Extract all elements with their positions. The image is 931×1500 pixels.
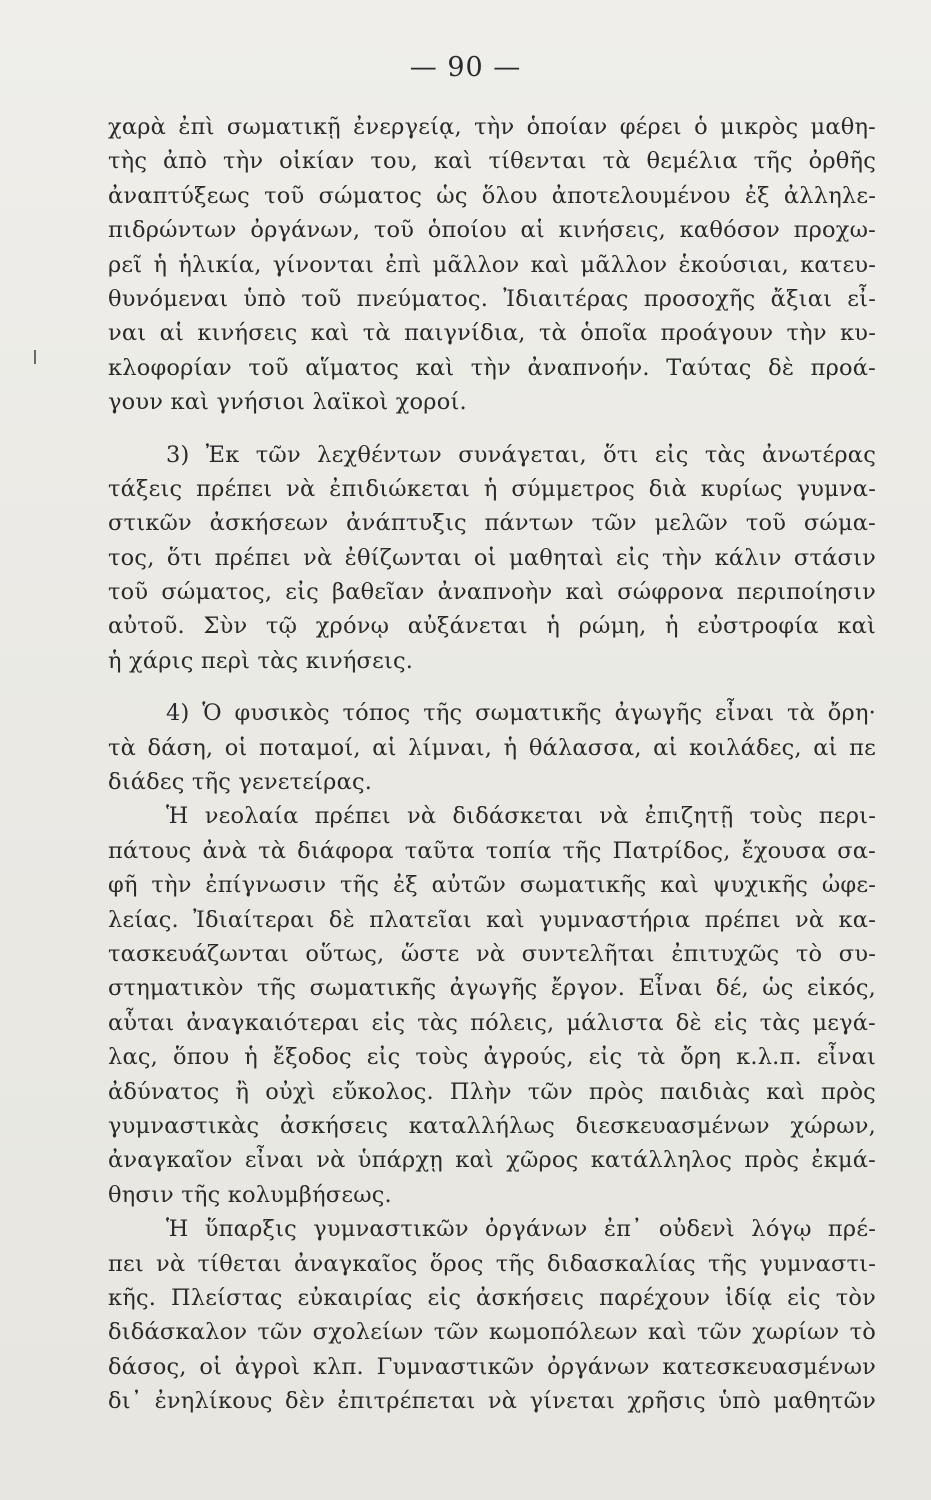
text-line: στικῶν ἀσκήσεων ἀνάπτυξις πάντων τῶν μελῶν τοῦ σώμα-	[108, 510, 876, 537]
text-line: τος, ὅτι πρέπει νὰ ἐθίζωνται οἱ μαθηταὶ εἰς τὴν κάλιν στάσιν	[108, 544, 876, 571]
text-line: δάσος, οἱ ἀγροὶ κλπ. Γυμναστικῶν ὀργάνων κατεσκευασμένων	[108, 1353, 876, 1380]
text-line: πάτους ἀνὰ τὰ διάφορα ταῦτα τοπία τῆς Πατρίδος, ἔχουσα σα-	[108, 837, 876, 864]
text-line: στηματικὸν τῆς σωματικῆς ἀγωγῆς ἔργον. Εἶναι δέ, ὡς εἰκός,	[108, 975, 876, 1002]
text-line: κῆς. Πλείστας εὐκαιρίας εἰς ἀσκήσεις παρέχουν ἰδίᾳ εἰς τὸν	[108, 1284, 876, 1311]
page-number: — 90 —	[409, 52, 522, 83]
text-line: φῆ τὴν ἐπίγνωσιν τῆς ἐξ αὐτῶν σωματικῆς καὶ ψυχικῆς ὠφε-	[108, 872, 876, 899]
text-line: τὴς ἀπὸ τὴν οἰκίαν του, καὶ τίθενται τὰ θεμέλια τῆς ὀρθῆς	[108, 148, 876, 175]
paragraph-3	[108, 696, 876, 799]
text-line: ναι αἱ κινήσεις καὶ τὰ παιγνίδια, τὰ ὁποῖα προάγουν τὴν κυ-	[108, 320, 876, 347]
text-line: θησιν τῆς κολυμβήσεως.	[108, 1181, 392, 1208]
text-line: χαρὰ ἐπὶ σωματικῇ ἐνεργείᾳ, τὴν ὁποίαν φέρει ὁ μικρὸς μαθη-	[108, 114, 876, 140]
text-line: αὐτοῦ. Σὺν τῷ χρόνῳ αὐξάνεται ἡ ρώμη, ἡ εὐστροφία καὶ	[108, 613, 876, 640]
text-line: αὗται ἀναγκαιότεραι εἰς τὰς πόλεις, μάλιστα δὲ εἰς τὰς μεγά-	[108, 1009, 876, 1036]
text-line: πει νὰ τίθεται ἀναγκαῖος ὅρος τῆς διδασκαλίας τῆς γυμναστι-	[108, 1250, 876, 1277]
text-line: τάξεις πρέπει νὰ ἐπιδιώκεται ἡ σύμμετρος διὰ κυρίως γυμνα-	[108, 475, 876, 502]
text-line: τασκευάζωνται οὕτως, ὥστε νὰ συντελῆται ἐπιτυχῶς τὸ συ-	[108, 940, 876, 967]
text-line: 3) Ἐκ τῶν λεχθέντων συνάγεται, ὅτι εἰς τὰς ἀνωτέρας	[166, 441, 876, 468]
text-line: ἀδύνατος ἢ οὐχὶ εὔκολος. Πλὴν τῶν πρὸς παιδιὰς καὶ πρὸς	[108, 1078, 876, 1105]
text-line: διδάσκαλον τῶν σχολείων τῶν κωμοπόλεων καὶ τῶν χωρίων τὸ	[108, 1319, 876, 1346]
text-line: λείας. Ἰδιαίτεραι δὲ πλατεῖαι καὶ γυμναστήρια πρέπει νὰ κα-	[108, 906, 876, 933]
text-line: 4) Ὁ φυσικὸς τόπος τῆς σωματικῆς ἀγωγῆς εἶναι τὰ ὄρη·	[166, 700, 876, 727]
text-line: γουν καὶ γνήσιοι λαϊκοὶ χοροί.	[108, 389, 467, 416]
body-text	[108, 110, 876, 1418]
text-line: τὰ δάση, οἱ ποταμοί, αἱ λίμναι, ἡ θάλασσα, αἱ κοιλάδες, αἱ πε	[108, 734, 876, 761]
text-line: τοῦ σώματος, εἰς βαθεῖαν ἀναπνοὴν καὶ σώφρονα περιποίησιν	[108, 579, 876, 606]
paragraph-gap	[108, 420, 876, 438]
text-line: κλοφορίαν τοῦ αἵματος καὶ τὴν ἀναπνοήν. Ταύτας δὲ προά-	[108, 354, 876, 381]
paragraph-gap	[108, 678, 876, 696]
text-line: λας, ὅπου ἡ ἔξοδος εἰς τοὺς ἀγρούς, εἰς τὰ ὄρη κ.λ.π. εἶναι	[108, 1044, 876, 1071]
text-line: δι᾽ ἐνηλίκους δὲν ἐπιτρέπεται νὰ γίνεται χρῆσις ὑπὸ μαθητῶν	[108, 1388, 876, 1415]
text-line: ἀναπτύξεως τοῦ σώματος ὡς ὅλου ἀποτελουμένου ἐξ ἀλληλε-	[108, 182, 876, 209]
text-line: θυνόμεναι ὑπὸ τοῦ πνεύματος. Ἰδιαιτέρας προσοχῆς ἄξιαι εἶ-	[108, 285, 876, 312]
text-line: Ἡ ὕπαρξις γυμναστικῶν ὀργάνων ἐπ᾽ οὐδενὶ λόγῳ πρέ-	[166, 1216, 876, 1243]
text-line: Ἡ νεολαία πρέπει νὰ διδάσκεται νὰ ἐπιζητῇ τοὺς περι-	[166, 803, 876, 830]
text-line: γυμναστικὰς ἀσκήσεις καταλλήλως διεσκευασμένων χώρων,	[108, 1112, 876, 1139]
text-line: πιδρώντων ὀργάνων, τοῦ ὁποίου αἱ κινήσεις, καθόσον προχω-	[108, 217, 876, 244]
text-line: ἡ χάρις περὶ τὰς κινήσεις.	[108, 647, 414, 674]
text-line: διάδες τῆς γενετείρας.	[108, 769, 373, 796]
paragraph-4	[108, 799, 876, 1212]
paragraph-5	[108, 1212, 876, 1418]
text-line: ρεῖ ἡ ἡλικία, γίνονται ἐπὶ μᾶλλον καὶ μᾶλλον ἑκούσιαι, κατευ-	[108, 251, 876, 278]
paragraph-2	[108, 438, 876, 679]
paragraph-1	[108, 110, 876, 420]
text-line: ἀναγκαῖον εἶναι νὰ ὑπάρχῃ καὶ χῶρος κατάλληλος πρὸς ἐκμά-	[108, 1147, 876, 1174]
margin-mark	[34, 350, 36, 364]
